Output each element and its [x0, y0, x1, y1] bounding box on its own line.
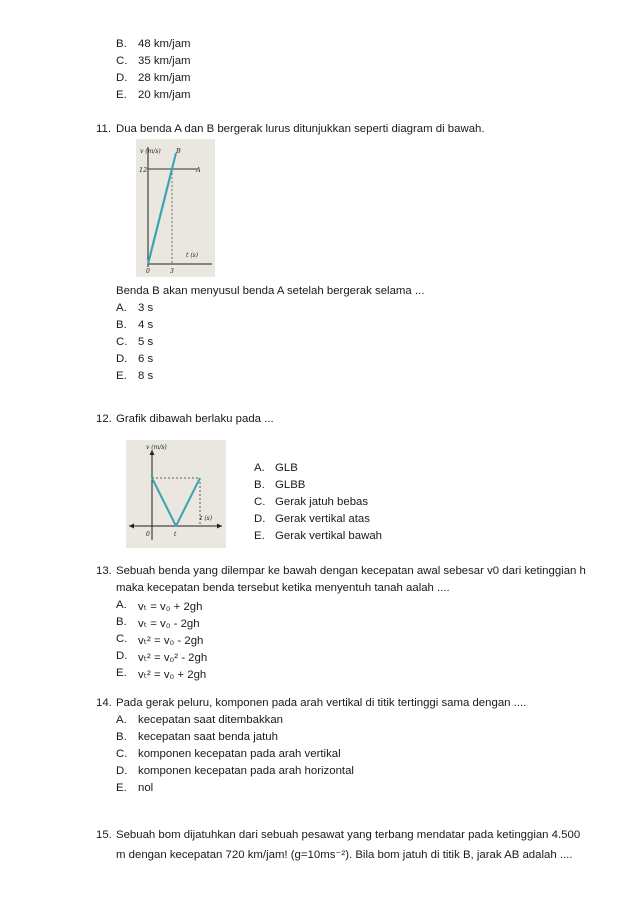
question-text-line2: maka kecepatan benda tersebut ketika menyentuh tanah aalah ....: [116, 582, 450, 594]
question-text-line2: m dengan kecepatan 720 km/jam! (g=10ms⁻²). Bila bom jatuh di titik B, jarak AB adalah ....: [116, 849, 573, 861]
question-text-line1: Sebuah bom dijatuhkan dari sebuah pesawat yang terbang mendatar pada ketinggian 4.500: [116, 829, 581, 841]
question-number: 12.: [96, 413, 112, 425]
option-letter: C.: [116, 633, 128, 645]
line-b-label: B: [176, 147, 181, 155]
option-letter: B.: [116, 616, 127, 628]
velocity-time-graph-q11: [136, 139, 215, 277]
option-text: kecepatan saat ditembakkan: [138, 714, 284, 726]
option-text: 6 s: [138, 353, 154, 365]
option-letter: B.: [116, 319, 127, 331]
option-letter: D.: [116, 72, 128, 84]
x-axis-label: t (s): [186, 252, 199, 259]
option-text: GLB: [275, 462, 298, 474]
option-letter: B.: [254, 479, 265, 491]
x-tick-label: 3: [170, 268, 174, 275]
option-text: 4 s: [138, 319, 154, 331]
question-text-line1: Sebuah benda yang dilempar ke bawah dengan kecepatan awal sebesar v0 dari ketinggian h: [116, 565, 586, 577]
option-text: Gerak vertikal bawah: [275, 530, 382, 542]
option-text: Gerak jatuh bebas: [275, 496, 369, 508]
option-text: vₜ² = v₀ + 2gh: [138, 669, 207, 681]
option-letter: E.: [116, 667, 127, 679]
option-text: Gerak vertikal atas: [275, 513, 370, 525]
option-letter: C.: [116, 336, 128, 348]
question-text: Dua benda A dan B bergerak lurus ditunjukkan seperti diagram di bawah.: [116, 123, 485, 135]
option-letter: D.: [116, 353, 128, 365]
option-text: vₜ = v₀ + 2gh: [138, 601, 203, 613]
line-a-label: A: [196, 166, 201, 174]
option-text: komponen kecepatan pada arah vertikal: [138, 748, 341, 760]
option-letter: E.: [116, 782, 127, 794]
option-text: 8 s: [138, 370, 154, 382]
question-number: 13.: [96, 565, 112, 577]
option-letter: B.: [116, 731, 127, 743]
option-text: 28 km/jam: [138, 72, 191, 84]
option-text: nol: [138, 782, 154, 794]
t-label: t: [174, 531, 177, 538]
option-text: 5 s: [138, 336, 154, 348]
option-letter: A.: [116, 599, 127, 611]
question-number: 15.: [96, 829, 112, 841]
follow-text: Benda B akan menyusul benda A setelah bergerak selama ...: [116, 285, 425, 297]
question-text: Pada gerak peluru, komponen pada arah vertikal di titik tertinggi sama dengan ....: [116, 697, 527, 709]
option-letter: E.: [116, 370, 127, 382]
x-axis-label: t (s): [200, 515, 213, 522]
option-text: komponen kecepatan pada arah horizontal: [138, 765, 354, 777]
option-text: 48 km/jam: [138, 38, 191, 50]
option-text: vₜ² = v₀² - 2gh: [138, 652, 208, 664]
option-text: 20 km/jam: [138, 89, 191, 101]
option-letter: E.: [116, 89, 127, 101]
option-letter: A.: [254, 462, 265, 474]
option-text: vₜ² = v₀ - 2gh: [138, 635, 204, 647]
y-axis-label: v (m/s): [140, 148, 161, 155]
option-letter: B.: [116, 38, 127, 50]
option-letter: C.: [116, 748, 128, 760]
question-number: 14.: [96, 697, 112, 709]
option-text: GLBB: [275, 479, 306, 491]
option-text: 3 s: [138, 302, 154, 314]
origin-label: 0: [146, 531, 150, 538]
option-letter: D.: [116, 650, 128, 662]
option-text: 35 km/jam: [138, 55, 191, 67]
question-text: Grafik dibawah berlaku pada ...: [116, 413, 274, 425]
question-number: 11.: [96, 123, 111, 135]
option-text: kecepatan saat benda jatuh: [138, 731, 278, 743]
y-axis-label: v (m/s): [146, 444, 167, 451]
option-letter: C.: [116, 55, 128, 67]
option-letter: A.: [116, 302, 127, 314]
velocity-time-graph-q12: [126, 440, 226, 548]
y-tick-label: 12: [139, 166, 148, 174]
option-letter: A.: [116, 714, 127, 726]
option-letter: C.: [254, 496, 266, 508]
origin-label: 0: [146, 268, 150, 275]
option-letter: E.: [254, 530, 265, 542]
option-letter: D.: [254, 513, 266, 525]
option-letter: D.: [116, 765, 128, 777]
option-text: vₜ = v₀ - 2gh: [138, 618, 200, 630]
